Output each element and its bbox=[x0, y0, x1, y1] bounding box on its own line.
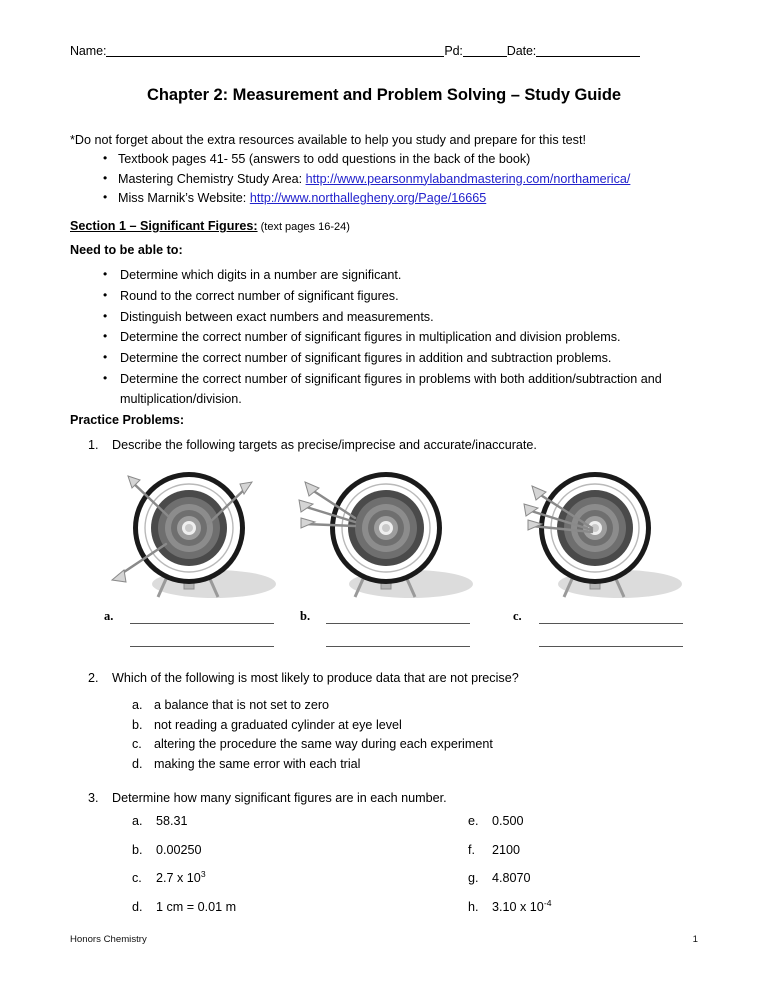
sigfig-item-h bbox=[468, 897, 552, 929]
blank-letter-a: a. bbox=[104, 609, 114, 623]
question-3 bbox=[88, 791, 447, 805]
name-blank[interactable] bbox=[106, 45, 444, 57]
sigfig-item-g bbox=[468, 871, 551, 900]
question-1-number: 1. bbox=[88, 438, 99, 452]
header-name-date-line bbox=[70, 44, 698, 58]
item-value: 3.10 x 10 bbox=[492, 899, 544, 914]
blank-line[interactable] bbox=[326, 623, 470, 624]
option-letter: a. bbox=[132, 698, 143, 712]
item-exponent: -4 bbox=[543, 897, 552, 908]
section1-pages: (text pages 16-24) bbox=[257, 221, 350, 233]
sigfig-item-c bbox=[132, 871, 236, 900]
blank-line[interactable] bbox=[130, 623, 274, 624]
item-value: 2.7 x 10 bbox=[156, 871, 201, 886]
option-text: altering the procedure the same way during each experiment bbox=[154, 737, 493, 752]
period-blank[interactable] bbox=[463, 45, 507, 57]
item-value: 58.31 bbox=[156, 814, 188, 828]
page-title: Chapter 2: Measurement and Problem Solving – Study Guide bbox=[147, 86, 621, 104]
item-value: 0.00250 bbox=[156, 842, 202, 857]
date-blank[interactable] bbox=[536, 45, 640, 57]
item-value: 0.500 bbox=[492, 814, 524, 828]
item-value: 1 cm = 0.01 m bbox=[156, 899, 237, 914]
item-value: 4.8070 bbox=[492, 871, 531, 886]
list-item: • Determine the correct number of significant figures in multiplication and division problems. bbox=[70, 327, 695, 347]
question-2-text: Which of the following is most likely to produce data that are not precise? bbox=[112, 671, 519, 685]
question-2-options bbox=[132, 696, 493, 774]
question-2 bbox=[88, 671, 519, 685]
question-1-text: Describe the following targets as precise/imprecise and accurate/inaccurate. bbox=[112, 438, 537, 452]
item-letter: b. bbox=[132, 842, 143, 857]
resource-text: Miss Marnik’s Website: bbox=[118, 191, 250, 205]
need-to-be-able-to-heading: Need to be able to: bbox=[70, 243, 183, 257]
list-item: • Determine which digits in a number are significant. bbox=[70, 265, 695, 285]
blank-line[interactable] bbox=[326, 646, 470, 647]
skills-list bbox=[70, 265, 695, 410]
question-3-text: Determine how many significant figures are in each number. bbox=[112, 791, 447, 805]
item-letter: f. bbox=[468, 842, 475, 857]
footer-course: Honors Chemistry bbox=[70, 934, 147, 945]
item-letter: a. bbox=[132, 814, 143, 828]
list-item bbox=[70, 170, 700, 190]
list-item: • Determine the correct number of significant figures in addition and subtraction problems. bbox=[70, 348, 695, 368]
resources-list bbox=[70, 150, 700, 209]
page-footer bbox=[70, 934, 698, 945]
target-rings-b bbox=[330, 472, 442, 584]
item-letter: c. bbox=[132, 871, 142, 886]
blank-line[interactable] bbox=[130, 646, 274, 647]
option-text: a balance that is not set to zero bbox=[154, 698, 330, 712]
list-item bbox=[70, 150, 700, 170]
question-3-items bbox=[0, 814, 768, 934]
blank-line[interactable] bbox=[539, 623, 683, 624]
mastering-chemistry-link[interactable]: http://www.pearsonmylabandmastering.com/northamerica/ bbox=[305, 171, 631, 186]
question-3-left-column bbox=[132, 814, 236, 928]
option-b[interactable] bbox=[132, 716, 493, 736]
question-3-number: 3. bbox=[88, 791, 99, 805]
resource-text: Textbook pages 41- 55 (answers to odd questions in the back of the book) bbox=[118, 152, 531, 166]
period-label: Pd: bbox=[444, 44, 463, 58]
option-text: making the same error with each trial bbox=[154, 756, 361, 771]
item-letter: g. bbox=[468, 871, 479, 886]
teacher-website-link[interactable]: http://www.northallegheny.org/Page/16665 bbox=[249, 191, 487, 205]
section1-title: Section 1 – Significant Figures: bbox=[70, 219, 258, 233]
footer-page-number: 1 bbox=[692, 934, 698, 945]
list-item: • Distinguish between exact numbers and measurements. bbox=[70, 307, 695, 327]
blank-letter-c: c. bbox=[513, 609, 522, 623]
blank-letter-b: b. bbox=[300, 609, 311, 623]
target-answer-blanks bbox=[88, 608, 703, 656]
sigfig-item-f bbox=[468, 843, 551, 872]
list-item: • Round to the correct number of significant figures. bbox=[70, 286, 695, 306]
sigfig-item-b bbox=[132, 843, 236, 872]
sigfig-item-e bbox=[468, 814, 551, 843]
resource-text: Mastering Chemistry Study Area: bbox=[118, 171, 306, 186]
item-letter: h. bbox=[468, 899, 479, 914]
item-letter: e. bbox=[468, 814, 479, 828]
option-d[interactable] bbox=[132, 755, 493, 775]
date-label: Date: bbox=[506, 44, 537, 58]
option-text: not reading a graduated cylinder at eye level bbox=[154, 717, 402, 732]
item-letter: d. bbox=[132, 899, 143, 914]
target-image-a bbox=[96, 466, 296, 606]
target-image-c bbox=[502, 466, 702, 606]
target-figures bbox=[88, 466, 698, 606]
option-c[interactable] bbox=[132, 735, 493, 755]
question-2-number: 2. bbox=[88, 671, 99, 685]
blank-line[interactable] bbox=[539, 646, 683, 647]
target-image-b bbox=[293, 466, 493, 606]
question-1 bbox=[88, 438, 537, 452]
list-item: • Determine the correct number of significant figures in problems with both addition/subtraction and multiplication/division. bbox=[70, 369, 695, 410]
question-3-right-column bbox=[468, 814, 551, 928]
list-item bbox=[70, 189, 700, 209]
option-a[interactable] bbox=[132, 696, 493, 716]
target-rings-a bbox=[133, 472, 245, 584]
section1-heading bbox=[70, 219, 350, 233]
practice-problems-heading: Practice Problems: bbox=[70, 413, 185, 427]
resources-note: *Do not forget about the extra resources available to help you study and prepare for this test! bbox=[70, 133, 586, 147]
item-exponent: 3 bbox=[200, 869, 206, 879]
item-value: 2100 bbox=[492, 842, 521, 857]
sigfig-item-d bbox=[132, 900, 236, 929]
option-letter: d. bbox=[132, 756, 143, 771]
option-letter: c. bbox=[132, 737, 142, 752]
name-label: Name: bbox=[70, 44, 107, 58]
option-letter: b. bbox=[132, 717, 143, 732]
sigfig-item-a bbox=[132, 814, 236, 843]
